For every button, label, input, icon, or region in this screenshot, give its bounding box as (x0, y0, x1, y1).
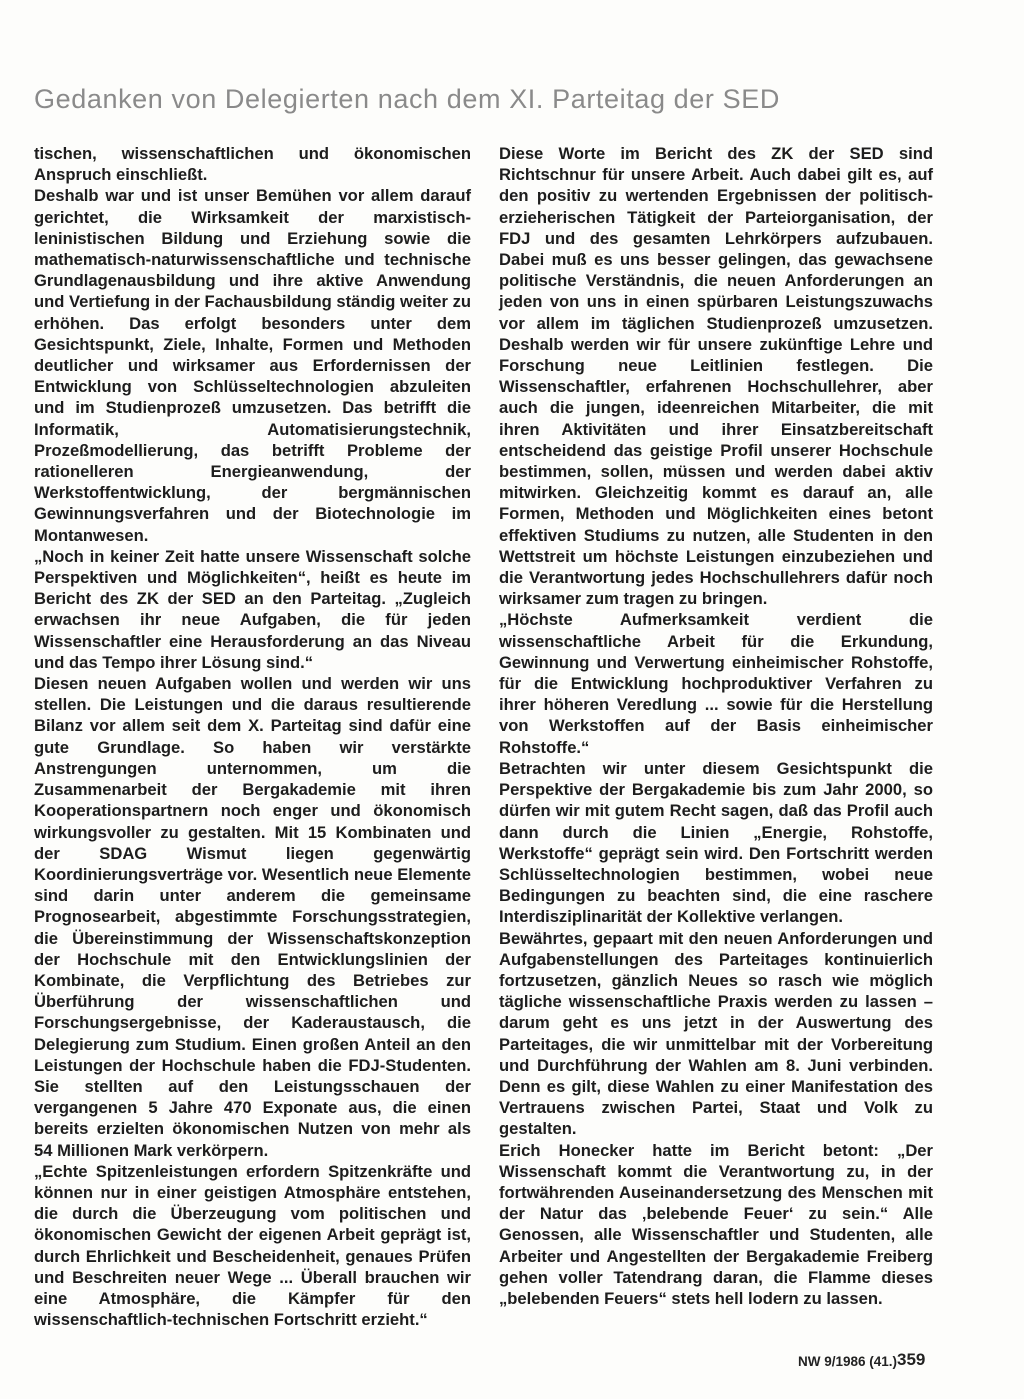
paragraph: tischen, wissenschaftlichen und ökonomischen Anspruch einschließt. (34, 144, 471, 185)
paragraph: „Höchste Aufmerksamkeit verdient die wissenschaftliche Arbeit für die Erkundung, Gewinnung und Verwertung einheimischer Rohstoffe, für die Entwicklung hochproduktiver Verfahren zu ihrer höheren Veredlung ... sowie für die Herstellung von Werkstoffen auf der Basis einheimischer Rohstoffe.“ (499, 610, 933, 757)
paragraph: Diesen neuen Aufgaben wollen und werden wir uns stellen. Die Leistungen und die daraus resultierende Bilanz vor allem seit dem X. Parteitag sind dafür eine gute Grundlage. So haben wir verstärkte Anstrengungen unternommen, um die Zusammenarbeit der Bergakademie mit ihren Kooperationspartnern noch enger und ökonomisch wirkungsvoller zu gestalten. Mit 15 Kombinaten und der SDAG Wismut liegen gegenwärtig Koordinierungsverträge vor. Wesentlich neue Elemente sind darin unter anderem die gemeinsame Prognosearbeit, abgestimmte Forschungsstrategien, die Übereinstimmung der Wissenschaftskonzeption der Hochschule mit den Entwicklungslinien der Kombinate, die Verpflichtung des Betriebes zur Überführung der wissenschaftlichen und Forschungsergebnisse, der Kaderaustausch, die Delegierung zum Studium. Einen großen Anteil an den Leistungen der Hochschule haben die FDJ-Studenten. Sie stellten auf den Leistungsschauen der vergangenen 5 Jahre 470 Exponate aus, die einen bereits erzielten ökonomischen Nutzen von mehr als 54 Millionen Mark verkörpern. (34, 674, 471, 1160)
paragraph: „Echte Spitzenleistungen erfordern Spitzenkräfte und können nur in einer geistigen Atmosphäre entstehen, die durch die Überzeugung vom politischen und ökonomischen Gewicht der eigenen Arbeit geprägt ist, durch Ehrlichkeit und Bescheidenheit, genaues Prüfen und Beschreiten neuer Wege ... Überall brauchen wir eine Atmosphäre, die Kämpfer für den wissenschaftlich-technischen Fortschritt erzieht.“ (34, 1161, 471, 1330)
running-header: Gedanken von Delegierten nach dem XI. Parteitag der SED (34, 84, 780, 114)
issue-reference: NW 9/1986 (41.) (798, 1354, 898, 1369)
paragraph: Erich Honecker hatte im Bericht betont: „Der Wissenschaft kommt die Verantwortung zu, in der fortwährenden Auseinandersetzung des Menschen mit der Natur das ‚belebende Feuer‘ zu sein.“ Alle Genossen, alle Wissenschaftler und Studenten, alle Arbeiter und Angestellten der Bergakademie Freiberg gehen voller Tatendrang daran, die Flamme dieses „belebenden Feuers“ stets hell lodern zu lassen. (499, 1140, 933, 1308)
left-text-column (34, 143, 471, 1330)
right-text-column (499, 143, 933, 1309)
paragraph: Betrachten wir unter diesem Gesichtspunkt die Perspektive der Bergakademie bis zum Jahr 2000, so dürfen wir mit gutem Recht sagen, daß das Profil auch dann durch die Linien „Energie, Rohstoffe, Werkstoffe“ geprägt sein wird. Den Fortschritt werden Schlüsseltechnologien bestimmen, wobei neue Bedingungen zu beachten sind, die eine raschere Interdisziplinarität der Kollektive verlangen. (499, 758, 933, 927)
paragraph: „Noch in keiner Zeit hatte unsere Wissenschaft solche Perspektiven und Möglichkeiten“, heißt es heute im Bericht des ZK der SED an den Parteitag. „Zugleich erwachsen ihr neue Aufgaben, die für jeden Wissenschaftler eine Herausforderung an das Niveau und das Tempo ihrer Lösung sind.“ (34, 546, 471, 672)
paragraph: Diese Worte im Bericht des ZK der SED sind Richtschnur für unsere Arbeit. Auch dabei gilt es, auf den positiv zu wertenden Ergebnissen der politisch-erzieherischen Tätigkeit der Parteiorganisation, der FDJ und des gesamten Lehrkörpers aufzubauen. Dabei muß es uns besser gelingen, das gewachsene politische Verständnis, die neuen Anforderungen an jeden von uns in einen spürbaren Leistungszuwachs vor allem im täglichen Studienprozeß umzusetzen. Deshalb werden wir für unsere zukünftige Lehre und Forschung neue Leitlinien festlegen. Die Wissenschaftler, erfahrenen Hochschullehrer, aber auch die jungen, ideenreichen Mitarbeiter, die mit ihren Aktivitäten und ihrer Einsatzbereitschaft entscheidend das geistige Profil unserer Hochschule bestimmen, sollen, müssen und werden dabei aktiv mitwirken. Gleichzeitig kommt es darauf an, alle Formen, Methoden und Möglichkeiten eines betont effektiven Studiums zu nutzen, alle Studenten in den Wettstreit um höchste Leistungen einzubeziehen und die Verantwortung jedes Hochschullehrers dafür noch wirksamer zum tragen zu bringen. (499, 144, 933, 609)
paragraph: Bewährtes, gepaart mit den neuen Anforderungen und Aufgabenstellungen des Parteitages kontinuierlich fortzusetzen, gänzlich Neues so rasch wie möglich tägliche wissenschaftliche Praxis werden zu lassen – darum geht es uns jetzt in der Auswertung des Parteitages, die wir unmittelbar mit der Vorbereitung und Durchführung der Wahlen am 8. Juni verbinden. Denn es gilt, diese Wahlen zu einer Manifestation des Vertrauens zwischen Partei, Staat und Volk zu gestalten. (499, 928, 933, 1139)
page-number: 359 (897, 1350, 926, 1369)
paragraph: Deshalb war und ist unser Bemühen vor allem darauf gerichtet, die Wirksamkeit der marxistisch-leninistischen Bildung und Erziehung sowie die mathematisch-naturwissenschaftliche und technische Grundlagenausbildung und ihre aktive Anwendung und Vertiefung in der Fachausbildung ständig weiter zu erhöhen. Das erfolgt besonders unter dem Gesichtspunkt, Ziele, Inhalte, Formen und Methoden deutlicher und wirksamer aus Erfordernissen der Entwicklung von Schlüsseltechnologien abzuleiten und im Studienprozeß umzusetzen. Das betrifft die Informatik, Automatisierungstechnik, Prozeßmodellierung, das betrifft Probleme der rationelleren Energieanwendung, der Werkstoffentwicklung, der bergmännischen Gewinnungsverfahren und der Biotechnologie im Montanwesen. (34, 186, 472, 545)
